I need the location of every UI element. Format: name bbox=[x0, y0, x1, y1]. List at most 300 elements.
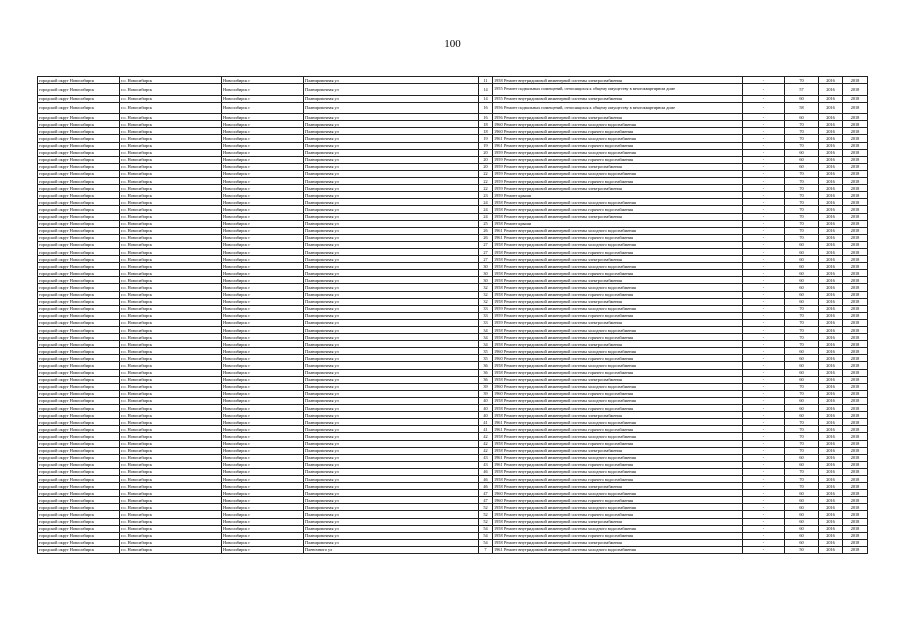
cell-plan-year-end: 2018 bbox=[843, 178, 868, 185]
cell-work-volume: - bbox=[743, 447, 785, 454]
cell-plan-year-end: 2018 bbox=[843, 461, 868, 468]
cell-repair-cost: 70 bbox=[785, 483, 819, 490]
cell-municipal-entity: г.о. Новосибирск bbox=[120, 163, 222, 170]
cell-repair-cost: 60 bbox=[785, 270, 819, 277]
table-row bbox=[38, 341, 868, 348]
cell-plan-year-end: 2018 bbox=[843, 277, 868, 284]
cell-work-volume: - bbox=[743, 504, 785, 511]
table-row bbox=[38, 362, 868, 369]
cell-work-type: Ремонт внутридомовой инженерной системы горячего водоснабжения bbox=[504, 426, 633, 432]
cell-municipality: городской округ Новосибирск bbox=[38, 178, 120, 185]
cell-municipality: городской округ Новосибирск bbox=[38, 362, 120, 369]
cell-build-year: 1958 bbox=[494, 206, 503, 212]
cell-work-volume: - bbox=[743, 475, 785, 482]
cell-municipality: городской округ Новосибирск bbox=[38, 199, 120, 206]
cell-street: Планировочная ул bbox=[304, 376, 479, 383]
cell-plan-year-start: 2016 bbox=[819, 248, 843, 255]
cell-house-number: 40 bbox=[479, 397, 493, 404]
cell-repair-cost: 57 bbox=[785, 84, 819, 96]
cell-street: Планировочная ул bbox=[304, 142, 479, 149]
cell-plan-year-start: 2016 bbox=[819, 95, 843, 102]
cell-work-type: Ремонт внутридомовой инженерной системы холодного водоснабжения bbox=[504, 469, 636, 475]
table-row bbox=[38, 461, 868, 468]
cell-work-type: Ремонт внутридомовой инженерной системы горячего водоснабжения bbox=[504, 292, 633, 298]
cell-plan-year-end: 2018 bbox=[843, 454, 868, 461]
cell-build-year: 1961 bbox=[494, 462, 503, 468]
cell-municipal-entity: г.о. Новосибирск bbox=[120, 77, 222, 84]
table-row bbox=[38, 454, 868, 461]
cell-plan-year-end: 2018 bbox=[843, 227, 868, 234]
cell-work bbox=[493, 355, 743, 362]
cell-locality: Новосибирск г bbox=[222, 362, 304, 369]
cell-municipal-entity: г.о. Новосибирск bbox=[120, 490, 222, 497]
cell-repair-cost: 70 bbox=[785, 135, 819, 142]
cell-municipality: городской округ Новосибирск bbox=[38, 504, 120, 511]
cell-street: Планировочная ул bbox=[304, 102, 479, 114]
cell-plan-year-end: 2018 bbox=[843, 128, 868, 135]
cell-locality: Новосибирск г bbox=[222, 149, 304, 156]
cell-locality: Новосибирск г bbox=[222, 319, 304, 326]
cell-municipal-entity: г.о. Новосибирск bbox=[120, 241, 222, 248]
cell-house-number: 40 bbox=[479, 405, 493, 412]
cell-work bbox=[493, 490, 743, 497]
cell-work-volume: - bbox=[743, 334, 785, 341]
cell-build-year: 1958 bbox=[494, 270, 503, 276]
cell-municipal-entity: г.о. Новосибирск bbox=[120, 369, 222, 376]
cell-house-number: 24 bbox=[479, 213, 493, 220]
cell-house-number: 20 bbox=[479, 163, 493, 170]
cell-municipal-entity: г.о. Новосибирск bbox=[120, 525, 222, 532]
cell-municipal-entity: г.о. Новосибирск bbox=[120, 539, 222, 546]
cell-street: Планировочная ул bbox=[304, 461, 479, 468]
cell-municipality: городской округ Новосибирск bbox=[38, 163, 120, 170]
cell-repair-cost: 70 bbox=[785, 199, 819, 206]
cell-plan-year-end: 2018 bbox=[843, 77, 868, 84]
table-row bbox=[38, 390, 868, 397]
cell-house-number: 19 bbox=[479, 135, 493, 142]
cell-work-type: Ремонт внутридомовой инженерной системы электроснабжения bbox=[504, 519, 622, 525]
cell-municipality: городской округ Новосибирск bbox=[38, 426, 120, 433]
cell-municipal-entity: г.о. Новосибирск bbox=[120, 362, 222, 369]
cell-municipality: городской округ Новосибирск bbox=[38, 114, 120, 121]
cell-house-number: 14 bbox=[479, 84, 493, 96]
cell-plan-year-start: 2016 bbox=[819, 525, 843, 532]
cell-municipal-entity: г.о. Новосибирск bbox=[120, 511, 222, 518]
cell-work bbox=[493, 256, 743, 263]
cell-plan-year-start: 2016 bbox=[819, 199, 843, 206]
cell-repair-cost: 70 bbox=[785, 341, 819, 348]
cell-repair-cost: 70 bbox=[785, 447, 819, 454]
cell-work-volume: - bbox=[743, 156, 785, 163]
table-row bbox=[38, 248, 868, 255]
cell-plan-year-end: 2018 bbox=[843, 390, 868, 397]
cell-work-type: Ремонт внутридомовой инженерной системы горячего водоснабжения bbox=[504, 313, 633, 319]
table-row bbox=[38, 319, 868, 326]
cell-street: Планировочная ул bbox=[304, 497, 479, 504]
cell-repair-cost: 70 bbox=[785, 475, 819, 482]
table-row bbox=[38, 525, 868, 532]
cell-work-type: Ремонт внутридомовой инженерной системы горячего водоснабжения bbox=[504, 143, 633, 149]
cell-work bbox=[493, 220, 743, 227]
cell-plan-year-start: 2016 bbox=[819, 504, 843, 511]
cell-locality: Новосибирск г bbox=[222, 447, 304, 454]
cell-repair-cost: 70 bbox=[785, 192, 819, 199]
cell-locality: Новосибирск г bbox=[222, 95, 304, 102]
cell-plan-year-end: 2018 bbox=[843, 298, 868, 305]
cell-build-year: 1958 bbox=[494, 441, 503, 447]
cell-locality: Новосибирск г bbox=[222, 468, 304, 475]
cell-municipality: городской округ Новосибирск bbox=[38, 213, 120, 220]
cell-work bbox=[493, 525, 743, 532]
cell-work-type: Ремонт внутридомовой инженерной системы холодного водоснабжения bbox=[504, 363, 636, 369]
cell-locality: Новосибирск г bbox=[222, 248, 304, 255]
cell-work-type: Ремонт внутридомовой инженерной системы горячего водоснабжения bbox=[504, 270, 633, 276]
cell-work-volume: - bbox=[743, 490, 785, 497]
cell-plan-year-end: 2018 bbox=[843, 334, 868, 341]
cell-plan-year-start: 2016 bbox=[819, 234, 843, 241]
table-row bbox=[38, 84, 868, 96]
cell-locality: Новосибирск г bbox=[222, 426, 304, 433]
table-row bbox=[38, 312, 868, 319]
cell-work-volume: - bbox=[743, 312, 785, 319]
cell-municipal-entity: г.о. Новосибирск bbox=[120, 341, 222, 348]
cell-plan-year-end: 2018 bbox=[843, 142, 868, 149]
cell-plan-year-end: 2018 bbox=[843, 312, 868, 319]
cell-work-type: Ремонт крыши bbox=[504, 192, 532, 198]
cell-build-year: 1958 bbox=[494, 327, 503, 333]
cell-house-number: 16 bbox=[479, 102, 493, 114]
cell-locality: Новосибирск г bbox=[222, 483, 304, 490]
cell-work-type: Ремонт внутридомовой инженерной системы электроснабжения bbox=[504, 320, 622, 326]
cell-municipality: городской округ Новосибирск bbox=[38, 348, 120, 355]
cell-repair-cost: 70 bbox=[785, 128, 819, 135]
cell-municipal-entity: г.о. Новосибирск bbox=[120, 277, 222, 284]
cell-plan-year-start: 2016 bbox=[819, 192, 843, 199]
cell-house-number: 34 bbox=[479, 327, 493, 334]
cell-house-number: 27 bbox=[479, 256, 493, 263]
cell-plan-year-end: 2018 bbox=[843, 220, 868, 227]
cell-repair-cost: 60 bbox=[785, 263, 819, 270]
cell-municipality: городской округ Новосибирск bbox=[38, 390, 120, 397]
cell-plan-year-end: 2018 bbox=[843, 412, 868, 419]
cell-plan-year-start: 2016 bbox=[819, 277, 843, 284]
cell-locality: Новосибирск г bbox=[222, 277, 304, 284]
cell-work bbox=[493, 199, 743, 206]
cell-work-type: Ремонт внутридомовой инженерной системы холодного водоснабжения bbox=[504, 433, 636, 439]
cell-street: Планировочная ул bbox=[304, 121, 479, 128]
table-row bbox=[38, 305, 868, 312]
cell-repair-cost: 60 bbox=[785, 284, 819, 291]
cell-work-type: Ремонт внутридомовой инженерной системы электроснабжения bbox=[504, 114, 622, 120]
cell-plan-year-start: 2016 bbox=[819, 419, 843, 426]
table-row bbox=[38, 170, 868, 177]
cell-work-type: Ремонт внутридомовой инженерной системы холодного водоснабжения bbox=[504, 121, 636, 127]
cell-house-number: 42 bbox=[479, 447, 493, 454]
cell-municipal-entity: г.о. Новосибирск bbox=[120, 135, 222, 142]
cell-work-volume: - bbox=[743, 518, 785, 525]
cell-plan-year-end: 2018 bbox=[843, 447, 868, 454]
cell-municipality: городской округ Новосибирск bbox=[38, 334, 120, 341]
cell-work bbox=[493, 185, 743, 192]
cell-street: Планировочная ул bbox=[304, 327, 479, 334]
cell-work-type: Ремонт внутридомовой инженерной системы горячего водоснабжения bbox=[504, 511, 633, 517]
cell-municipality: городской округ Новосибирск bbox=[38, 440, 120, 447]
table-row bbox=[38, 511, 868, 518]
cell-build-year: 1960 bbox=[494, 384, 503, 390]
cell-house-number: 32 bbox=[479, 284, 493, 291]
cell-house-number: 24 bbox=[479, 206, 493, 213]
cell-repair-cost: 60 bbox=[785, 163, 819, 170]
cell-street: Планировочная ул bbox=[304, 199, 479, 206]
cell-repair-cost: 60 bbox=[785, 454, 819, 461]
cell-plan-year-end: 2018 bbox=[843, 539, 868, 546]
cell-repair-cost: 70 bbox=[785, 327, 819, 334]
cell-work-volume: - bbox=[743, 483, 785, 490]
cell-house-number: 22 bbox=[479, 185, 493, 192]
cell-plan-year-start: 2016 bbox=[819, 220, 843, 227]
cell-work-type: Ремонт внутридомовой инженерной системы электроснабжения bbox=[504, 214, 622, 220]
cell-build-year: 1958 bbox=[494, 377, 503, 383]
cell-plan-year-start: 2016 bbox=[819, 355, 843, 362]
cell-work bbox=[493, 95, 743, 102]
cell-plan-year-start: 2016 bbox=[819, 256, 843, 263]
cell-street: Планировочная ул bbox=[304, 284, 479, 291]
cell-build-year: 1958 bbox=[494, 284, 503, 290]
cell-street: Планировочная ул bbox=[304, 185, 479, 192]
cell-municipal-entity: г.о. Новосибирск bbox=[120, 327, 222, 334]
cell-work bbox=[493, 135, 743, 142]
table-row bbox=[38, 504, 868, 511]
cell-municipality: городской округ Новосибирск bbox=[38, 248, 120, 255]
cell-repair-cost: 70 bbox=[785, 312, 819, 319]
cell-house-number: 42 bbox=[479, 440, 493, 447]
cell-plan-year-start: 2016 bbox=[819, 497, 843, 504]
cell-street: Планировочная ул bbox=[304, 532, 479, 539]
cell-plan-year-start: 2016 bbox=[819, 185, 843, 192]
cell-locality: Новосибирск г bbox=[222, 77, 304, 84]
table-row bbox=[38, 539, 868, 546]
cell-work bbox=[493, 447, 743, 454]
cell-street: Планировочная ул bbox=[304, 248, 479, 255]
cell-build-year: 1958 bbox=[494, 214, 503, 220]
cell-work bbox=[493, 532, 743, 539]
cell-build-year: 1958 bbox=[494, 412, 503, 418]
cell-plan-year-end: 2018 bbox=[843, 135, 868, 142]
cell-locality: Новосибирск г bbox=[222, 405, 304, 412]
cell-work bbox=[493, 241, 743, 248]
cell-locality: Новосибирск г bbox=[222, 170, 304, 177]
cell-work-type: Ремонт внутридомовой инженерной системы электроснабжения bbox=[504, 341, 622, 347]
cell-plan-year-end: 2018 bbox=[843, 426, 868, 433]
cell-municipality: городской округ Новосибирск bbox=[38, 277, 120, 284]
cell-work bbox=[493, 362, 743, 369]
cell-municipality: городской округ Новосибирск bbox=[38, 142, 120, 149]
cell-plan-year-start: 2016 bbox=[819, 156, 843, 163]
cell-plan-year-end: 2018 bbox=[843, 234, 868, 241]
cell-house-number: 22 bbox=[479, 170, 493, 177]
cell-work-type: Ремонт внутридомовой инженерной системы холодного водоснабжения bbox=[504, 150, 636, 156]
cell-house-number: 52 bbox=[479, 504, 493, 511]
cell-work-volume: - bbox=[743, 525, 785, 532]
cell-plan-year-end: 2018 bbox=[843, 270, 868, 277]
cell-plan-year-start: 2016 bbox=[819, 84, 843, 96]
cell-municipal-entity: г.о. Новосибирск bbox=[120, 142, 222, 149]
cell-work-volume: - bbox=[743, 412, 785, 419]
cell-work-volume: - bbox=[743, 454, 785, 461]
cell-municipal-entity: г.о. Новосибирск bbox=[120, 546, 222, 553]
cell-work bbox=[493, 348, 743, 355]
cell-repair-cost: 70 bbox=[785, 390, 819, 397]
cell-house-number: 24 bbox=[479, 199, 493, 206]
cell-street: Планировочная ул bbox=[304, 468, 479, 475]
cell-work-volume: - bbox=[743, 461, 785, 468]
cell-work-volume: - bbox=[743, 319, 785, 326]
cell-build-year: 1958 bbox=[494, 299, 503, 305]
cell-municipality: городской округ Новосибирск bbox=[38, 447, 120, 454]
cell-plan-year-start: 2016 bbox=[819, 149, 843, 156]
cell-work-type: Ремонт внутридомовой инженерной системы холодного водоснабжения bbox=[504, 263, 636, 269]
table-row bbox=[38, 369, 868, 376]
cell-repair-cost: 60 bbox=[785, 291, 819, 298]
cell-work bbox=[493, 312, 743, 319]
cell-street: Планировочная ул bbox=[304, 319, 479, 326]
cell-plan-year-end: 2018 bbox=[843, 468, 868, 475]
cell-municipality: городской округ Новосибирск bbox=[38, 149, 120, 156]
cell-municipality: городской округ Новосибирск bbox=[38, 77, 120, 84]
cell-work-volume: - bbox=[743, 213, 785, 220]
cell-street: Планировочная ул bbox=[304, 504, 479, 511]
cell-plan-year-start: 2016 bbox=[819, 461, 843, 468]
cell-locality: Новосибирск г bbox=[222, 397, 304, 404]
cell-locality: Новосибирск г bbox=[222, 263, 304, 270]
cell-work bbox=[493, 334, 743, 341]
cell-work bbox=[493, 419, 743, 426]
cell-locality: Новосибирск г bbox=[222, 532, 304, 539]
cell-plan-year-end: 2018 bbox=[843, 440, 868, 447]
cell-municipal-entity: г.о. Новосибирск bbox=[120, 461, 222, 468]
cell-locality: Новосибирск г bbox=[222, 234, 304, 241]
table-body bbox=[38, 77, 868, 554]
cell-work bbox=[493, 454, 743, 461]
cell-repair-cost: 60 bbox=[785, 156, 819, 163]
cell-plan-year-start: 2016 bbox=[819, 454, 843, 461]
cell-street: Планировочная ул bbox=[304, 241, 479, 248]
cell-plan-year-start: 2016 bbox=[819, 341, 843, 348]
cell-work-type: Ремонт внутридомовой инженерной системы горячего водоснабжения bbox=[504, 391, 633, 397]
cell-house-number: 19 bbox=[479, 142, 493, 149]
cell-work-volume: - bbox=[743, 397, 785, 404]
cell-plan-year-end: 2018 bbox=[843, 525, 868, 532]
cell-municipality: городской округ Новосибирск bbox=[38, 355, 120, 362]
cell-work-type: Ремонт внутридомовой инженерной системы электроснабжения bbox=[504, 299, 622, 305]
cell-work-type: Ремонт внутридомовой инженерной системы горячего водоснабжения bbox=[504, 178, 633, 184]
cell-municipal-entity: г.о. Новосибирск bbox=[120, 475, 222, 482]
table-row bbox=[38, 355, 868, 362]
cell-build-year: 1960 bbox=[494, 121, 503, 127]
table-row bbox=[38, 227, 868, 234]
cell-repair-cost: 70 bbox=[785, 213, 819, 220]
cell-work bbox=[493, 128, 743, 135]
cell-locality: Новосибирск г bbox=[222, 475, 304, 482]
cell-municipal-entity: г.о. Новосибирск bbox=[120, 440, 222, 447]
cell-house-number: 7 bbox=[479, 546, 493, 553]
cell-municipality: городской округ Новосибирск bbox=[38, 405, 120, 412]
cell-locality: Новосибирск г bbox=[222, 241, 304, 248]
table-row bbox=[38, 383, 868, 390]
cell-work-type: Ремонт внутридомовой инженерной системы холодного водоснабжения bbox=[504, 199, 636, 205]
cell-work bbox=[493, 298, 743, 305]
cell-work-volume: - bbox=[743, 383, 785, 390]
cell-build-year: 1958 bbox=[494, 256, 503, 262]
cell-work bbox=[493, 277, 743, 284]
cell-work-volume: - bbox=[743, 84, 785, 96]
cell-work-volume: - bbox=[743, 511, 785, 518]
cell-work-volume: - bbox=[743, 241, 785, 248]
cell-street: Планировочная ул bbox=[304, 213, 479, 220]
cell-work bbox=[493, 84, 743, 96]
cell-municipality: городской округ Новосибирск bbox=[38, 270, 120, 277]
cell-locality: Новосибирск г bbox=[222, 539, 304, 546]
cell-work-volume: - bbox=[743, 227, 785, 234]
cell-work-volume: - bbox=[743, 405, 785, 412]
cell-work-type: Ремонт внутридомовой инженерной системы горячего водоснабжения bbox=[504, 249, 633, 255]
cell-house-number: 52 bbox=[479, 511, 493, 518]
cell-work-type: Ремонт внутридомовой инженерной системы горячего водоснабжения bbox=[504, 476, 633, 482]
cell-plan-year-start: 2016 bbox=[819, 433, 843, 440]
cell-locality: Новосибирск г bbox=[222, 390, 304, 397]
table-row bbox=[38, 475, 868, 482]
cell-locality: Новосибирск г bbox=[222, 511, 304, 518]
cell-municipality: городской округ Новосибирск bbox=[38, 95, 120, 102]
cell-house-number: 26 bbox=[479, 227, 493, 234]
cell-locality: Новосибирск г bbox=[222, 341, 304, 348]
cell-municipal-entity: г.о. Новосибирск bbox=[120, 192, 222, 199]
cell-house-number: 23 bbox=[479, 192, 493, 199]
cell-build-year: 1958 bbox=[494, 199, 503, 205]
cell-street: Планировочная ул bbox=[304, 192, 479, 199]
cell-street: Планировочная ул bbox=[304, 227, 479, 234]
cell-locality: Новосибирск г bbox=[222, 305, 304, 312]
cell-municipality: городской округ Новосибирск bbox=[38, 192, 120, 199]
cell-work-type: Ремонт внутридомовой инженерной системы электроснабжения bbox=[504, 256, 622, 262]
cell-work-volume: - bbox=[743, 102, 785, 114]
cell-locality: Новосибирск г bbox=[222, 256, 304, 263]
cell-plan-year-start: 2016 bbox=[819, 163, 843, 170]
cell-municipality: городской округ Новосибирск bbox=[38, 241, 120, 248]
cell-street: Планировочная ул bbox=[304, 355, 479, 362]
cell-locality: Новосибирск г bbox=[222, 163, 304, 170]
cell-build-year: 1958 bbox=[494, 405, 503, 411]
cell-work-type: Ремонт внутридомовой инженерной системы горячего водоснабжения bbox=[504, 334, 633, 340]
cell-work bbox=[493, 341, 743, 348]
cell-work-type: Ремонт внутридомовой инженерной системы холодного водоснабжения bbox=[504, 228, 636, 234]
cell-municipality: городской округ Новосибирск bbox=[38, 497, 120, 504]
cell-work bbox=[493, 546, 743, 553]
cell-street: Планировочная ул bbox=[304, 149, 479, 156]
cell-plan-year-end: 2018 bbox=[843, 341, 868, 348]
cell-locality: Новосибирск г bbox=[222, 461, 304, 468]
table-row bbox=[38, 185, 868, 192]
cell-house-number: 35 bbox=[479, 355, 493, 362]
cell-municipal-entity: г.о. Новосибирск bbox=[120, 170, 222, 177]
cell-work-type: Ремонт внутридомовой инженерной системы электроснабжения bbox=[504, 277, 622, 283]
cell-work-type: Ремонт внутридомовой инженерной системы холодного водоснабжения bbox=[504, 348, 636, 354]
cell-plan-year-start: 2016 bbox=[819, 206, 843, 213]
cell-build-year: 1961 bbox=[494, 143, 503, 149]
cell-municipality: городской округ Новосибирск bbox=[38, 461, 120, 468]
cell-municipal-entity: г.о. Новосибирск bbox=[120, 319, 222, 326]
cell-work-volume: - bbox=[743, 298, 785, 305]
